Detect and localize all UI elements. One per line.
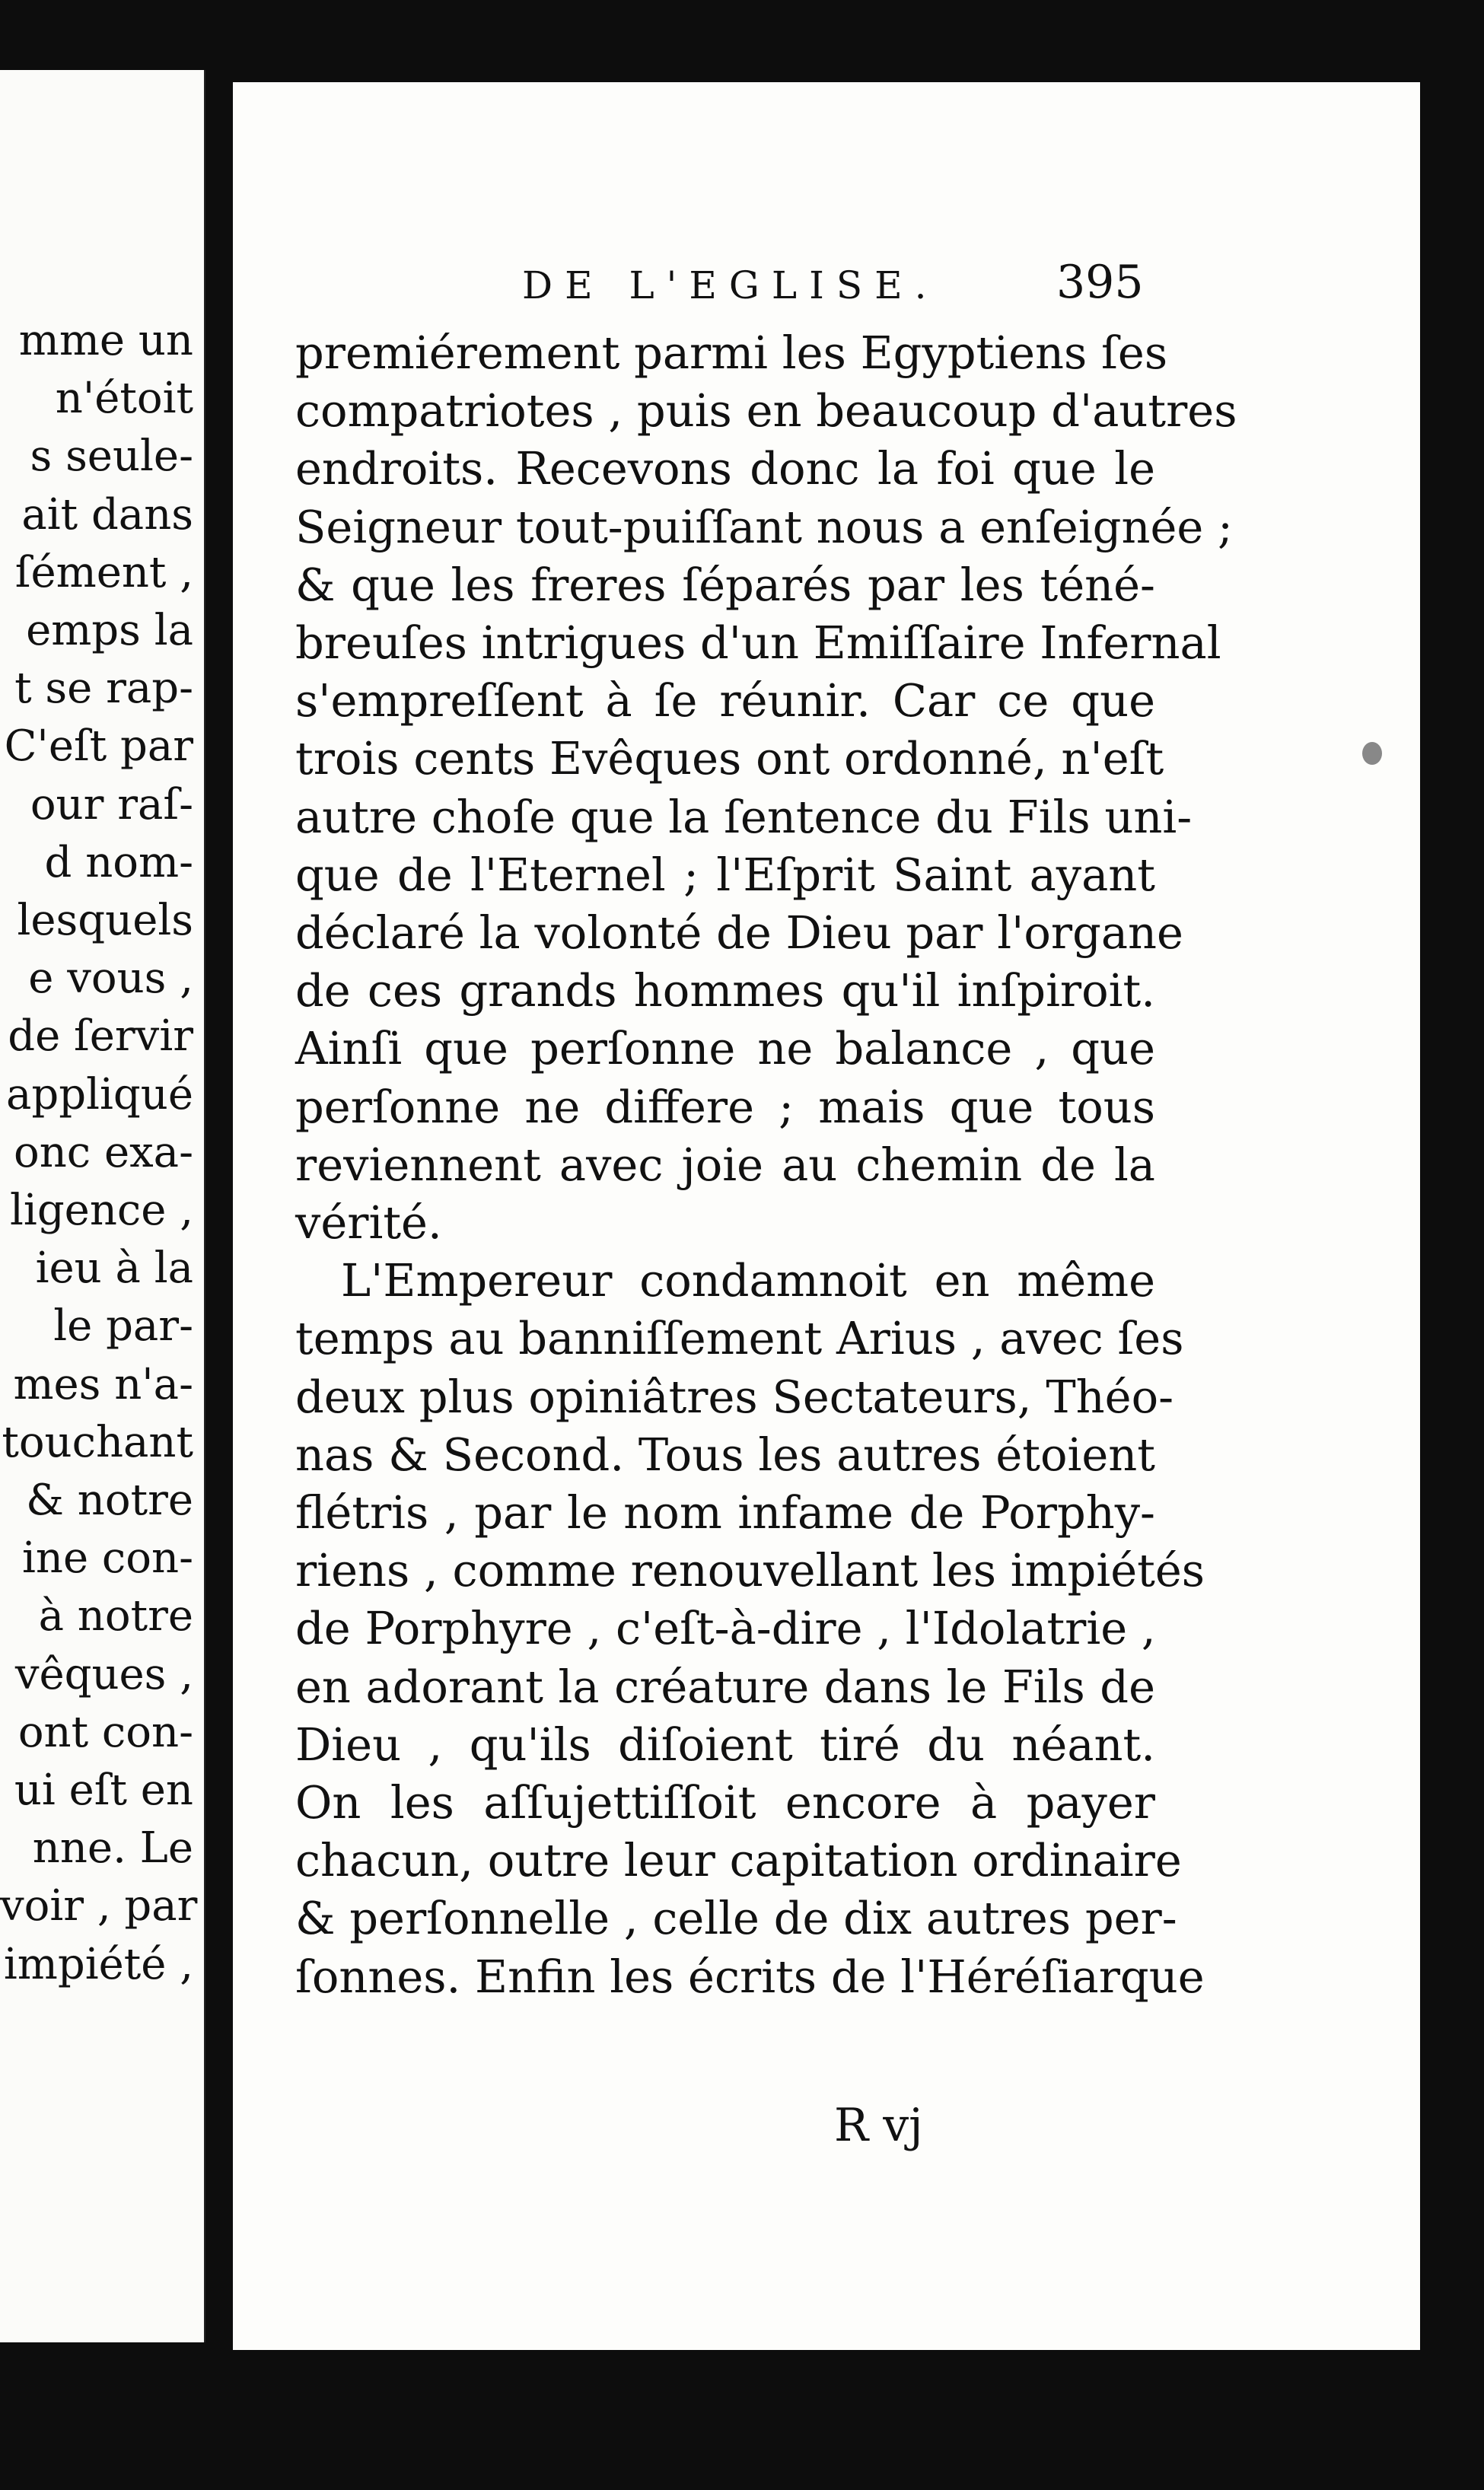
left-page-line: n'étoit (55, 374, 193, 424)
body-text-line: reviennent avec joie au chemin de la (295, 1138, 1155, 1191)
left-page-line: à notre (38, 1591, 193, 1641)
left-page-line: ligence , (10, 1186, 193, 1235)
body-text-line: autre choſe que la ſentence du Fils uni- (295, 790, 1193, 843)
left-page-line: ſément , (14, 547, 193, 597)
body-text-line: ſonnes. Enfin les écrits de l'Héréſiarque (295, 1950, 1205, 2003)
body-text-line: vérité. (295, 1196, 442, 1249)
left-page-line: onc exa- (14, 1127, 193, 1177)
left-page-line: ieu à la (35, 1243, 193, 1294)
body-text-line: trois cents Evêques ont ordonné, n'eſt (295, 732, 1164, 785)
left-page-line: t se rap- (14, 664, 193, 714)
body-text-line: de Porphyre , c'eſt-à-dire , l'Idolatrie , (295, 1602, 1156, 1655)
body-text-line: flétris , par le nom infame de Porphy- (295, 1486, 1155, 1539)
left-page-line: lesquels (17, 896, 193, 945)
body-text-line: chacun, outre leur capitation ordinaire (295, 1834, 1182, 1887)
main-page (233, 82, 1420, 2350)
page-number: 395 (1056, 256, 1144, 309)
body-text-line: de ces grands hommes qu'il inſpiroit. (295, 964, 1155, 1017)
signature-mark: R vj (834, 2099, 923, 2152)
running-head: DE L'EGLISE. (522, 263, 939, 307)
left-page-line: emps la (26, 606, 193, 655)
left-page-line: s seule- (30, 431, 193, 482)
body-text-line: premiérement parmi les Egyptiens ſes (295, 326, 1168, 379)
body-text-line: & perſonnelle , celle de dix autres per- (295, 1892, 1177, 1945)
body-text-line: Dieu , qu'ils diſoient tiré du néant. (295, 1718, 1155, 1771)
left-page-line: our raſ- (30, 779, 193, 829)
body-text-line: déclaré la volonté de Dieu par l'organe (295, 906, 1183, 959)
left-page-line: nne. Le (32, 1823, 193, 1874)
left-page-line: mes n'a- (13, 1359, 193, 1409)
body-text-line: endroits. Recevons donc la foi que le (295, 442, 1155, 495)
left-page-line: C'eſt par (4, 721, 193, 772)
left-page-line: voir , par (0, 1881, 198, 1931)
left-page-line: touchant (2, 1417, 193, 1467)
body-text-line: Seigneur tout-puiſſant nous a enſeignée ; (295, 500, 1233, 553)
body-text-line: L'Empereur condamnoit en même (341, 1254, 1155, 1307)
body-text-line: en adorant la créature dans le Fils de (295, 1660, 1155, 1713)
left-page-line: e vous , (28, 954, 193, 1004)
left-page-line: ait dans (21, 489, 193, 540)
left-page-line: le par- (53, 1301, 193, 1352)
left-page-line: appliqué (6, 1069, 193, 1119)
body-text-line: & que les freres ſéparés par les téné- (295, 558, 1155, 611)
body-text-line: deux plus opiniâtres Sectateurs, Théo- (295, 1370, 1174, 1423)
left-page-line: impiété , (3, 1939, 193, 1989)
left-page-line: d nom- (44, 837, 193, 887)
body-text-line: temps au banniſſement Arius , avec ſes (295, 1312, 1184, 1365)
left-page-line: mme un (18, 316, 193, 365)
body-text-line: perſonne ne differe ; mais que tous (295, 1080, 1155, 1133)
ink-spot (1362, 742, 1382, 765)
body-text-line: breuſes intrigues d'un Emiſſaire Infernal (295, 616, 1221, 669)
left-page-line: ine con- (22, 1533, 193, 1584)
left-page-line: ui eſt en (14, 1766, 193, 1815)
body-text-line: On les aſſujettiſſoit encore à payer (295, 1776, 1155, 1829)
body-text-line: nas & Second. Tous les autres étoient (295, 1428, 1155, 1481)
left-page-line: vêques , (14, 1649, 193, 1699)
body-text-line: riens , comme renouvellant les impiétés (295, 1544, 1205, 1597)
left-page-line: & notre (26, 1476, 193, 1525)
left-page-line: de ſervir (8, 1011, 193, 1062)
body-text-line: s'empreſſent à ſe réunir. Car ce que (295, 674, 1155, 728)
body-text-line: compatriotes , puis en beaucoup d'autres (295, 384, 1237, 438)
body-text-line: Ainſi que perſonne ne balance , que (295, 1022, 1155, 1075)
left-page-line: ont con- (18, 1707, 193, 1757)
body-text-line: que de l'Eternel ; l'Eſprit Saint ayant (295, 848, 1155, 901)
left-page-fragment (0, 70, 205, 2342)
